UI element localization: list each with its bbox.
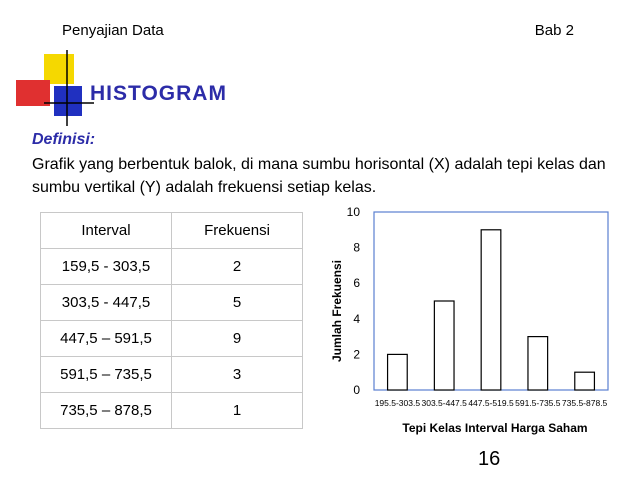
y-axis-title: Jumlah Frekuensi xyxy=(330,259,344,363)
header-right: Bab 2 xyxy=(534,22,574,39)
y-tick-label: 0 xyxy=(353,383,360,397)
x-tick-label: 303.5-447.5 xyxy=(421,398,467,408)
table-header-frequency: Frekuensi xyxy=(172,213,303,249)
histogram-bar xyxy=(528,337,548,390)
table-row xyxy=(41,249,303,285)
table-header-interval: Interval xyxy=(41,213,172,249)
table-row xyxy=(41,285,303,321)
table-cell-interval: 447,5 – 591,5 xyxy=(41,321,172,357)
y-tick-label: 10 xyxy=(346,205,360,219)
table-row xyxy=(41,357,303,393)
x-tick-label: 195.5-303.5 xyxy=(374,398,421,408)
x-tick-label: 591.5-735.5 xyxy=(515,398,561,408)
table-cell-frequency: 5 xyxy=(172,285,303,321)
table-header-row xyxy=(41,213,303,249)
table-cell-frequency: 2 xyxy=(172,249,303,285)
histogram-bar xyxy=(481,230,501,390)
table-row xyxy=(41,321,303,357)
deco-yellow-square xyxy=(44,54,74,84)
histogram-bar xyxy=(388,354,408,390)
deco-blue-square xyxy=(54,86,82,116)
histogram-bar xyxy=(434,301,454,390)
table-cell-frequency: 9 xyxy=(172,321,303,357)
histogram-chart xyxy=(326,202,616,448)
page-title: HISTOGRAM xyxy=(90,82,227,105)
y-tick-label: 6 xyxy=(353,276,360,291)
y-tick-label: 8 xyxy=(353,240,360,255)
table-cell-interval: 591,5 – 735,5 xyxy=(41,357,172,393)
table-cell-interval: 735,5 – 878,5 xyxy=(41,393,172,429)
histogram-bar xyxy=(575,372,595,390)
deco-red-square xyxy=(16,80,50,106)
decorative-squares xyxy=(14,48,94,128)
table-cell-frequency: 3 xyxy=(172,357,303,393)
definition-text: Grafik yang berbentuk balok, di mana sumbu horisontal (X) adalah tepi kelas dan sumbu vertikal (Y) adalah frekuensi setiap kelas. xyxy=(32,156,606,196)
table-cell-interval: 303,5 - 447,5 xyxy=(41,285,172,321)
y-tick-label: 2 xyxy=(353,347,360,362)
x-axis-title: Tepi Kelas Interval Harga Saham xyxy=(402,421,588,435)
x-tick-label: 447.5-519.5 xyxy=(468,398,514,408)
definition-heading: Definisi: xyxy=(32,131,96,148)
header-left: Penyajian Data xyxy=(62,22,164,39)
frequency-table xyxy=(40,212,303,429)
x-tick-label: 735.5-878.5 xyxy=(561,398,608,408)
page-number: 16 xyxy=(478,448,501,470)
table-cell-interval: 159,5 - 303,5 xyxy=(41,249,172,285)
table-row xyxy=(41,393,303,429)
y-tick-label: 4 xyxy=(353,311,360,326)
table-cell-frequency: 1 xyxy=(172,393,303,429)
